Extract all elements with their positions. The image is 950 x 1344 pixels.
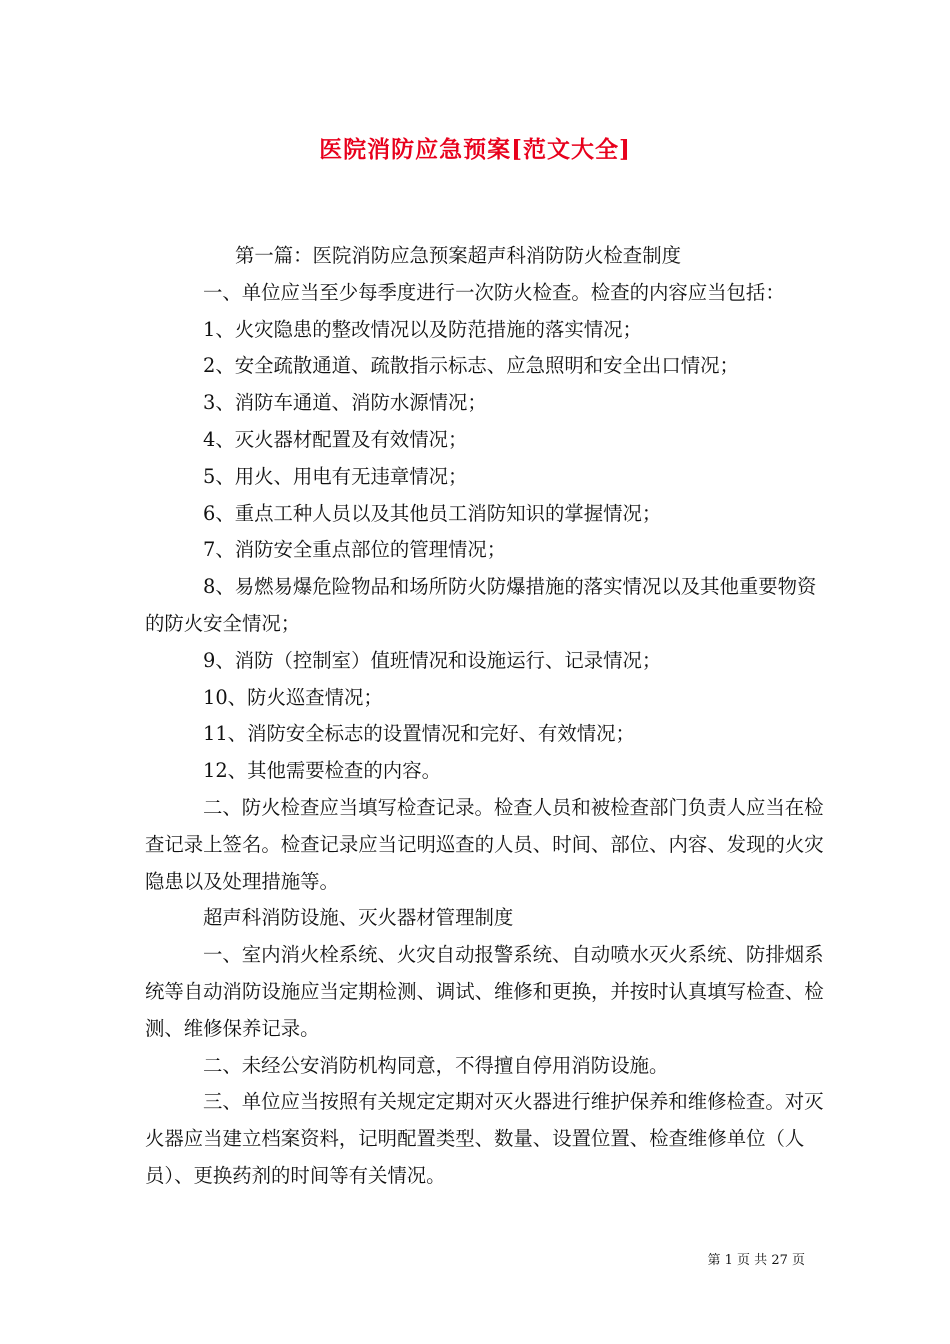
page-number: 第 1 页 共 27 页 <box>707 1253 805 1268</box>
paragraph: 一、室内消火栓系统、火灾自动报警系统、自动喷水灭火系统、防排烟系统等自动消防设施应当定期检测、调试、维修和更换，并按时认真填写检查、检测、维修保养记录。 <box>145 943 824 1040</box>
paragraph: 一、单位应当至少每季度进行一次防火检查。检查的内容应当包括： <box>203 280 785 304</box>
paragraph: 三、单位应当按照有关规定定期对灭火器进行维护保养和维修检查。对灭火器应当建立档案资料，记明配置类型、数量、设置位置、检查维修单位（人员）、更换药剂的时间等有关情况。 <box>145 1090 824 1187</box>
list-item: 6、重点工种人员以及其他员工消防知识的掌握情况； <box>203 501 662 525</box>
list-item: 3、消防车通道、消防水源情况； <box>203 391 487 415</box>
document-title: 医院消防应急预案[范文大全] <box>319 136 631 163</box>
list-item: 2、安全疏散通道、疏散指示标志、应急照明和安全出口情况； <box>203 354 739 378</box>
list-item: 5、用火、用电有无违章情况； <box>203 464 468 488</box>
list-item: 12、其他需要检查的内容。 <box>203 759 441 783</box>
section-heading: 超声科消防设施、灭火器材管理制度 <box>203 906 514 930</box>
document-body <box>145 238 825 1195</box>
list-item: 11、消防安全标志的设置情况和完好、有效情况； <box>203 722 635 746</box>
list-item: 10、防火巡查情况； <box>203 685 383 709</box>
list-item: 1、火灾隐患的整改情况以及防范措施的落实情况； <box>203 317 642 341</box>
paragraph: 二、防火检查应当填写检查记录。检查人员和被检查部门负责人应当在检查记录上签名。检查记录应当记明巡查的人员、时间、部位、内容、发现的火灾隐患以及处理措施等。 <box>145 795 824 893</box>
paragraph: 二、未经公安消防机构同意，不得擅自停用消防设施。 <box>203 1053 669 1077</box>
section-heading: 第一篇：医院消防应急预案超声科消防防火检查制度 <box>235 244 681 267</box>
list-item: 9、消防（控制室）值班情况和设施运行、记录情况； <box>203 648 662 672</box>
list-item: 4、灭火器材配置及有效情况； <box>203 427 468 451</box>
list-item: 7、消防安全重点部位的管理情况； <box>203 538 507 562</box>
list-item: 8、易燃易爆危险物品和场所防火防爆措施的落实情况以及其他重要物资的防火安全情况； <box>145 575 817 635</box>
